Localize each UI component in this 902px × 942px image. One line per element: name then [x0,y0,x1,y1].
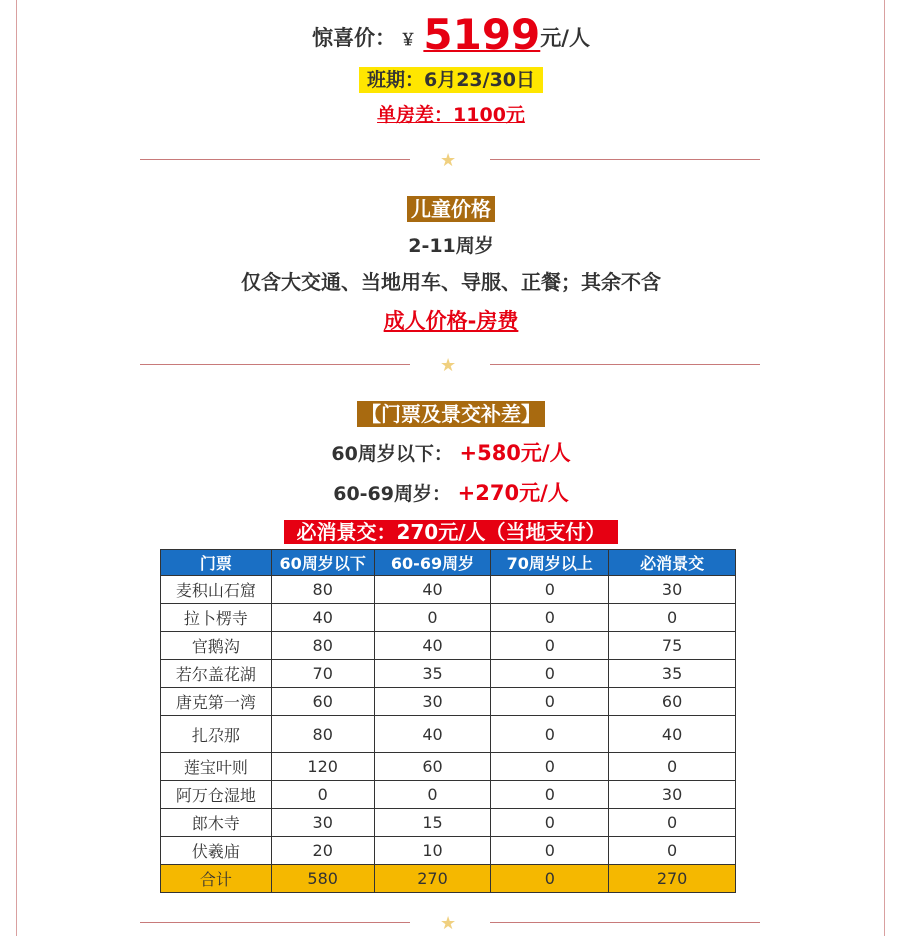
table-row [161,716,736,753]
price-cell: 60 [271,688,374,716]
price-cell: 120 [271,753,374,781]
ticket-name-cell: 若尔盖花湖 [161,660,272,688]
under60-value: +580元/人 [459,441,571,465]
total-cell: 580 [271,865,374,893]
table-row [161,753,736,781]
mandatory-transport-text: 必消景交：270元/人（当地支付） [284,520,617,544]
price-cell: 0 [491,688,609,716]
price-label: 惊喜价： [312,26,397,50]
price-cell: 0 [491,576,609,604]
ticket-title: 【门票及景交补差】 [357,401,545,427]
price-cell: 0 [271,781,374,809]
price-cell: 80 [271,716,374,753]
price-amount: 5199 [423,10,541,59]
price-line [0,10,902,59]
star-icon: ★ [440,150,457,171]
under60-label: 60周岁以下： [331,443,453,465]
price-cell: 0 [491,660,609,688]
price-cell: 40 [271,604,374,632]
star-icon: ★ [440,355,457,376]
departure-dates [0,65,902,92]
price-cell: 15 [374,809,491,837]
table-row [161,809,736,837]
table-header: 门票 [161,550,272,576]
price-cell: 0 [491,632,609,660]
price-cell: 60 [374,753,491,781]
table-row [161,688,736,716]
table-row [161,576,736,604]
right-border-line [884,0,885,936]
price-cell: 30 [374,688,491,716]
price-cell: 35 [609,660,736,688]
price-cell: 0 [374,781,491,809]
price-cell: 80 [271,632,374,660]
price-cell: 35 [374,660,491,688]
price-cell: 0 [374,604,491,632]
child-age-range: 2-11周岁 [408,235,494,257]
price-cell: 0 [491,604,609,632]
price-cell: 20 [271,837,374,865]
price-cell: 0 [609,604,736,632]
star-icon: ★ [440,913,457,934]
ticket-name-cell: 扎尕那 [161,716,272,753]
price-cell: 0 [491,809,609,837]
divider-1 [140,150,760,179]
total-cell: 270 [609,865,736,893]
price-cell: 40 [374,716,491,753]
adult-price-note: 成人价格-房费 [383,309,519,333]
price-cell: 30 [609,576,736,604]
ticket-name-cell: 拉卜楞寺 [161,604,272,632]
mandatory-transport [0,516,902,545]
age6069-value: +270元/人 [457,481,569,505]
table-header: 60周岁以下 [271,550,374,576]
age6069-label: 60-69周岁： [333,483,452,505]
total-cell: 0 [491,865,609,893]
table-row [161,660,736,688]
table-header: 70周岁以上 [491,550,609,576]
price-cell: 0 [491,753,609,781]
table-row [161,604,736,632]
table-header-row [161,550,736,576]
child-price-title: 儿童价格 [407,196,495,222]
price-cell: 0 [609,809,736,837]
table-header: 必消景交 [609,550,736,576]
price-cell: 30 [609,781,736,809]
table-header: 60-69周岁 [374,550,491,576]
table-row [161,837,736,865]
divider-3 [140,913,760,942]
price-cell: 0 [491,716,609,753]
under60-supplement [0,437,902,467]
divider-2 [140,355,760,384]
table-total-row [161,865,736,893]
total-cell: 270 [374,865,491,893]
price-unit: 元/人 [540,26,590,50]
left-border-line [16,0,17,936]
currency-symbol: ￥ [400,30,417,49]
price-cell: 75 [609,632,736,660]
table-row [161,781,736,809]
price-cell: 40 [609,716,736,753]
departure-dates-text: 班期：6月23/30日 [359,67,543,93]
child-price-description: 仅含大交通、当地用车、导服、正餐；其余不含 [241,270,661,294]
price-cell: 30 [271,809,374,837]
price-cell: 70 [271,660,374,688]
ticket-name-cell: 麦积山石窟 [161,576,272,604]
price-cell: 0 [491,837,609,865]
price-cell: 80 [271,576,374,604]
price-cell: 0 [609,837,736,865]
price-cell: 40 [374,632,491,660]
ticket-name-cell: 郎木寺 [161,809,272,837]
single-room-supplement: 单房差：1100元 [377,104,525,126]
ticket-name-cell: 阿万仓湿地 [161,781,272,809]
ticket-name-cell: 官鹅沟 [161,632,272,660]
ticket-name-cell: 莲宝叶则 [161,753,272,781]
price-cell: 60 [609,688,736,716]
ticket-name-cell: 唐克第一湾 [161,688,272,716]
ticket-table [160,549,736,893]
price-cell: 0 [609,753,736,781]
price-cell: 0 [491,781,609,809]
ticket-heading [0,398,902,427]
age6069-supplement [0,477,902,507]
table-row [161,632,736,660]
ticket-name-cell: 伏羲庙 [161,837,272,865]
total-cell: 合计 [161,865,272,893]
price-cell: 10 [374,837,491,865]
price-cell: 40 [374,576,491,604]
child-price-heading [0,193,902,222]
